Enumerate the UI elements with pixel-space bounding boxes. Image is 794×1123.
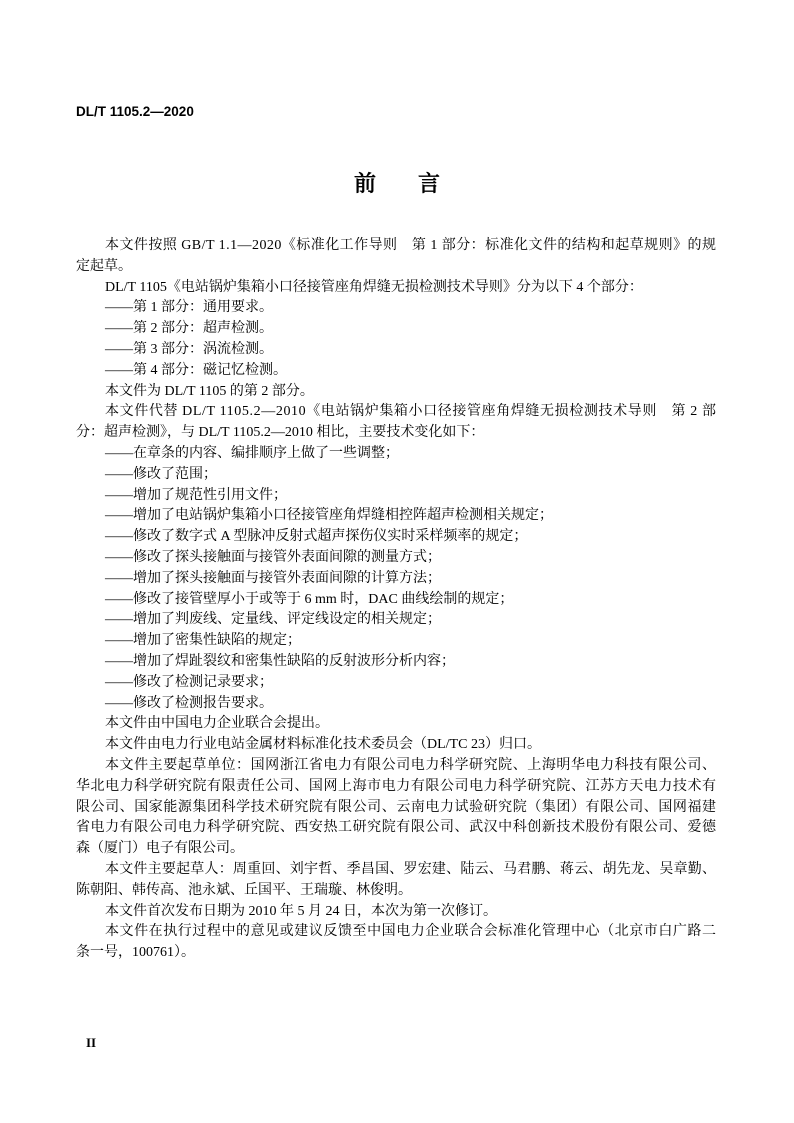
text-line <box>76 860 716 881</box>
line-text: ——修改了数字式 A 型脉冲反射式超声探伤仪实时采样频率的规定； <box>105 529 528 545</box>
basis-paragraph <box>76 236 716 278</box>
text-line <box>76 902 716 923</box>
text-line <box>76 278 716 299</box>
line-text: 本文件代替 DL/T 1105.2—2010《电站锅炉集箱小口径接管座角焊缝无损检测技术导则 第 2 部 <box>105 404 717 420</box>
drafters-paragraph <box>76 860 716 902</box>
text-line <box>76 756 716 777</box>
text-line <box>76 881 716 902</box>
text-line <box>76 652 716 673</box>
line-text: ——增加了电站锅炉集箱小口径接管座角焊缝相控阵超声检测相关规定； <box>105 508 553 524</box>
part-list-item <box>76 361 716 382</box>
change-list-item <box>76 444 716 465</box>
change-list-item <box>76 652 716 673</box>
line-text: 本文件为 DL/T 1105 的第 2 部分。 <box>105 383 314 399</box>
line-text: 陈朝阳、韩传高、池永斌、丘国平、王瑞璇、林俊明。 <box>76 882 412 898</box>
text-line <box>76 590 716 611</box>
line-text: ——增加了密集性缺陷的规定； <box>105 633 301 649</box>
part-list-item <box>76 298 716 319</box>
line-text: ——增加了焊趾裂纹和密集性缺陷的反射波形分析内容； <box>105 653 455 669</box>
standard-code-header: DL/T 1105.2—2020 <box>76 104 194 119</box>
text-line <box>76 798 716 819</box>
line-text: ——修改了范围； <box>105 466 217 482</box>
change-list-item <box>76 548 716 569</box>
text-line <box>76 361 716 382</box>
line-text: ——第 2 部分：超声检测。 <box>105 321 273 337</box>
text-line <box>76 673 716 694</box>
change-list-item <box>76 506 716 527</box>
line-text: ——修改了检测记录要求； <box>105 674 273 690</box>
text-line <box>76 818 716 839</box>
feedback-paragraph <box>76 922 716 964</box>
text-line <box>76 319 716 340</box>
text-line <box>76 486 716 507</box>
change-list-item <box>76 631 716 652</box>
line-text: ——修改了接管壁厚小于或等于 6 mm 时，DAC 曲线绘制的规定； <box>105 591 514 607</box>
line-text: 定起草。 <box>76 258 132 274</box>
line-text: 限公司、国家能源集团科学技术研究院有限公司、云南电力试验研究院（集团）有限公司、国网福建 <box>76 799 717 815</box>
text-line <box>76 943 716 964</box>
text-line <box>76 423 716 444</box>
text-line <box>76 839 716 860</box>
line-text: 省电力有限公司电力科学研究院、西安热工研究院有限公司、武汉中科创新技术股份有限公司、爱德 <box>76 820 717 836</box>
release-history-paragraph <box>76 902 716 923</box>
text-line <box>76 777 716 798</box>
line-text: 本文件在执行过程中的意见或建议反馈至中国电力企业联合会标准化管理中心（北京市白广路二 <box>105 924 717 940</box>
line-text: ——增加了判废线、定量线、评定线设定的相关规定； <box>105 612 441 628</box>
text-line <box>76 527 716 548</box>
text-line <box>76 631 716 652</box>
text-line <box>76 465 716 486</box>
text-line <box>76 694 716 715</box>
line-text: ——第 4 部分：磁记忆检测。 <box>105 362 287 378</box>
text-line <box>76 506 716 527</box>
line-text: ——修改了检测报告要求。 <box>105 695 273 711</box>
change-list-item <box>76 465 716 486</box>
line-text: 本文件主要起草人：周重回、刘宇哲、季昌国、罗宏建、陆云、马君鹏、蒋云、胡先龙、吴章勤、 <box>105 861 717 877</box>
text-line <box>76 610 716 631</box>
text-line <box>76 714 716 735</box>
line-text: ——第 3 部分：涡流检测。 <box>105 341 273 357</box>
page-number: II <box>86 1035 97 1050</box>
line-text: ——第 1 部分：通用要求。 <box>105 300 273 316</box>
line-text: 本文件首次发布日期为 2010 年 5 月 24 日，本次为第一次修订。 <box>105 903 497 919</box>
part-list-item <box>76 340 716 361</box>
text-line <box>76 340 716 361</box>
line-text: ——增加了探头接触面与接管外表面间隙的计算方法； <box>105 570 441 586</box>
text-line <box>76 382 716 403</box>
line-text: 华北电力科学研究院有限责任公司、国网上海市电力有限公司电力科学研究院、江苏方天电力技术有 <box>76 778 717 794</box>
supersede-paragraph <box>76 402 716 444</box>
text-line <box>76 444 716 465</box>
part-list-item <box>76 319 716 340</box>
change-list-item <box>76 610 716 631</box>
line-text: 本文件由电力行业电站金属材料标准化技术委员会（DL/TC 23）归口。 <box>105 737 541 753</box>
line-text: 森（厦门）电子有限公司。 <box>76 841 244 857</box>
text-line <box>76 236 716 257</box>
line-text: 本文件按照 GB/T 1.1—2020《标准化工作导则 第 1 部分：标准化文件的结构和起草规则》的规 <box>105 238 717 253</box>
part-statement-paragraph <box>76 382 716 403</box>
change-list-item <box>76 486 716 507</box>
change-list-item <box>76 694 716 715</box>
change-list-item <box>76 527 716 548</box>
line-text: 分：超声检测》，与 DL/T 1105.2—2010 相比，主要技术变化如下： <box>76 425 485 441</box>
foreword-body <box>76 236 716 964</box>
parts-intro-paragraph <box>76 278 716 299</box>
jurisdiction-paragraph <box>76 735 716 756</box>
line-text: ——增加了规范性引用文件； <box>105 487 287 503</box>
text-line <box>76 257 716 278</box>
line-text: 本文件主要起草单位：国网浙江省电力有限公司电力科学研究院、上海明华电力科技有限公司、 <box>105 757 717 773</box>
drafting-units-paragraph <box>76 756 716 860</box>
text-line <box>76 569 716 590</box>
text-line <box>76 735 716 756</box>
text-line <box>76 922 716 943</box>
line-text: ——在章条的内容、编排顺序上做了一些调整； <box>105 445 399 461</box>
line-text: 条一号，100761）。 <box>76 945 195 961</box>
text-line <box>76 298 716 319</box>
text-line <box>76 402 716 423</box>
line-text: DL/T 1105《电站锅炉集箱小口径接管座角焊缝无损检测技术导则》分为以下 4 个部分： <box>105 279 643 295</box>
change-list-item <box>76 673 716 694</box>
change-list-item <box>76 569 716 590</box>
line-text: ——修改了探头接触面与接管外表面间隙的测量方式； <box>105 549 441 565</box>
page-title: 前 言 <box>353 172 450 197</box>
change-list-item <box>76 590 716 611</box>
text-line <box>76 548 716 569</box>
line-text: 本文件由中国电力企业联合会提出。 <box>105 716 329 732</box>
proposer-paragraph <box>76 714 716 735</box>
